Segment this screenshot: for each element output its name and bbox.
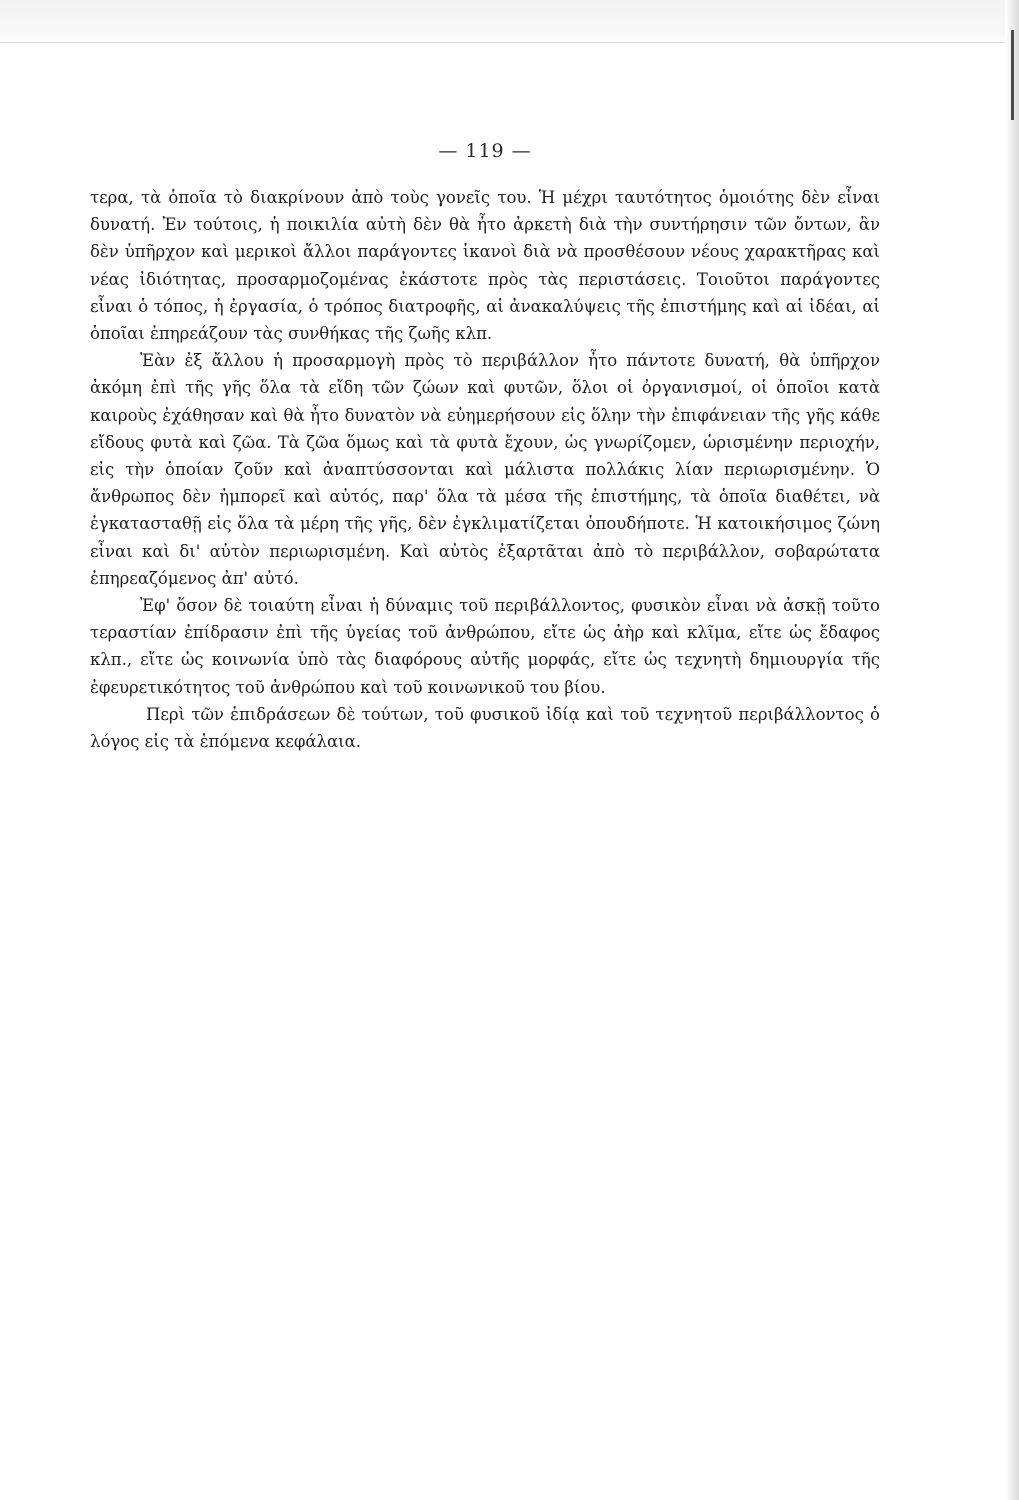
page-number: — 119 —	[438, 140, 532, 162]
scan-top-edge	[0, 0, 1019, 43]
paragraph-environment-influence: Ἐφ' ὅσον δὲ τοιαύτη εἶναι ἡ δύναμις τοῦ περιβάλλοντος, φυσικὸν εἶναι νὰ ἀσκῇ τοῦτο τεραστίαν ἐπίδρασιν ἐπὶ τῆς ὑγείας τοῦ ἀνθρώπου, εἴτε ὡς ἀὴρ καὶ κλῖμα, εἴτε ὡς ἔδαφος κλπ., εἴτε ὡς κοινωνία ὑπὸ τὰς διαφόρους αὐτῆς μορφάς, εἴτε ὡς τεχνητὴ δημιουργία τῆς ἐφευρετικότητος τοῦ ἀνθρώπου καὶ τοῦ κοινωνικοῦ του βίου.	[90, 596, 880, 697]
paragraph-continuation: τερα, τὰ ὁποῖα τὸ διακρίνουν ἀπὸ τοὺς γονεῖς του. Ἡ μέχρι ταυτότητος ὁμοιότης δὲν εἶναι δυνατή. Ἐν τούτοις, ἡ ποικιλία αὐτὴ δὲν θὰ ἦτο ἀρκετὴ διὰ τὴν συντήρησιν τῶν ὄντων, ἂν δὲν ὑπῆρχον καὶ μερικοὶ ἄλλοι παράγοντες ἱκανοὶ διὰ νὰ προσθέσουν νέους χαρακτῆρας καὶ νέας ἰδιότητας, προσαρμοζομένας ἑκάστοτε πρὸς τὰς περιστάσεις. Τοιοῦτοι παράγοντες εἶναι ὁ τόπος, ἡ ἐργασία, ὁ τρόπος διατροφῆς, αἱ ἀνακαλύψεις τῆς ἐπιστήμης καὶ αἱ ἰδέαι, αἱ ὁποῖαι ἐπηρεάζουν τὰς συνθήκας τῆς ζωῆς κλπ.	[90, 188, 880, 344]
paragraph-adaptation: Ἐὰν ἐξ ἄλλου ἡ προσαρμογὴ πρὸς τὸ περιβάλλον ἦτο πάντοτε δυνατή, θὰ ὑπῆρχον ἀκόμη ἐπὶ τῆς γῆς ὅλα τὰ εἴδη τῶν ζώων καὶ φυτῶν, ὅλοι οἱ ὀργανισμοί, οἱ ὁποῖοι κατὰ καιροὺς ἐχάθησαν καὶ θὰ ἦτο δυνατὸν νὰ εὐημερήσουν εἰς ὅλην τὴν ἐπιφάνειαν τῆς γῆς κάθε εἴδους φυτὰ καὶ ζῶα. Τὰ ζῶα ὅμως καὶ τὰ φυτὰ ἔχουν, ὡς γνωρίζομεν, ὡρισμένην περιοχήν, εἰς τὴν ὁποίαν ζοῦν καὶ ἀναπτύσσονται καὶ μάλιστα πολλάκις λίαν περιωρισμένην. Ὁ ἄνθρωπος δὲν ἠμπορεῖ καὶ αὐτός, παρ' ὅλα τὰ μέσα τῆς ἐπιστήμης, τὰ ὁποῖα διαθέτει, νὰ ἐγκατασταθῇ εἰς ὅλα τὰ μέρη τῆς γῆς, δὲν ἐγκλιματίζεται ὁπουδήποτε. Ἡ κατοικήσιμος ζώνη εἶναι καὶ δι' αὐτὸν περιωρισμένη. Καὶ αὐτὸς ἐξαρτᾶται ἀπὸ τὸ περιβάλλον, σοβαρώτατα ἐπηρεαζόμενος ἀπ' αὐτό.	[90, 351, 880, 588]
scan-right-edge	[1005, 0, 1019, 1500]
paragraph-conclusion: Περὶ τῶν ἐπιδράσεων δὲ τούτων, τοῦ φυσικοῦ ἰδίᾳ καὶ τοῦ τεχνητοῦ περιβάλλοντος ὁ λόγος εἰς τὰ ἑπόμενα κεφάλαια.	[90, 704, 880, 752]
scan-binding-mark	[1011, 30, 1014, 120]
document-page	[90, 140, 880, 755]
body-text	[90, 184, 880, 755]
